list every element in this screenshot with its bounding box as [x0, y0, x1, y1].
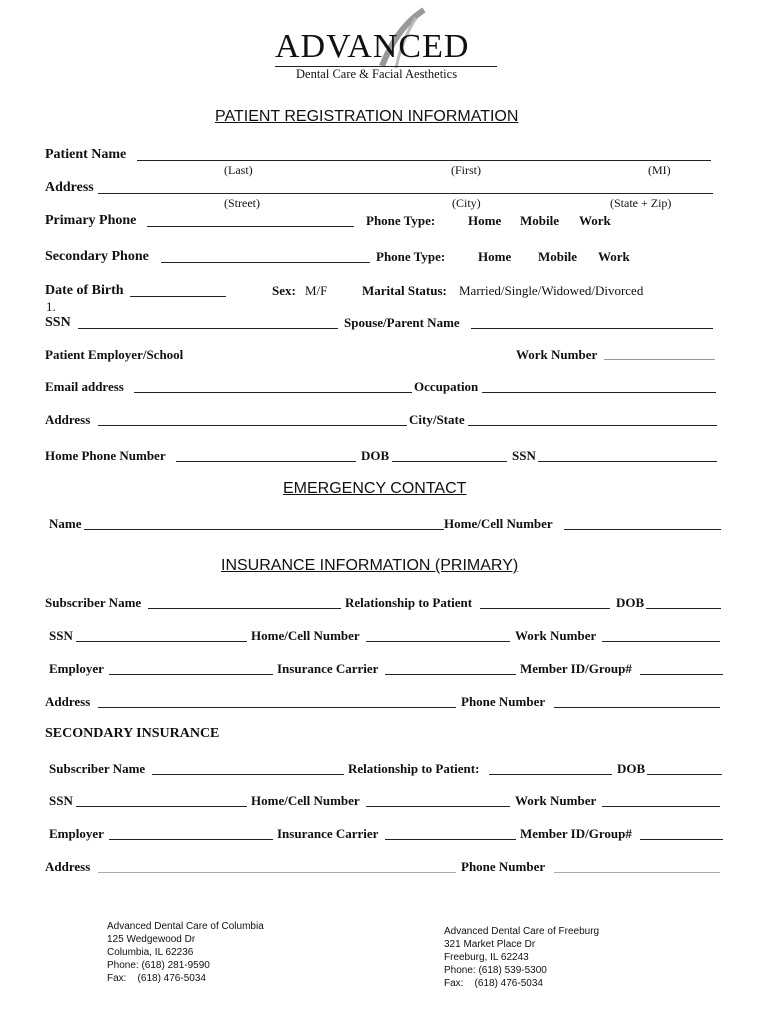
logo-tagline: Dental Care & Facial Aesthetics [296, 67, 458, 81]
ssn-label: SSN [45, 315, 71, 330]
phone-type-work[interactable]: Work [579, 213, 611, 228]
insurance-primary-heading: INSURANCE INFORMATION (PRIMARY) [221, 557, 519, 574]
secondary-work-number-label: Work Number [515, 793, 597, 808]
primary-member-label: Member ID/Group# [520, 661, 632, 676]
secondary-employer-field[interactable] [109, 839, 273, 840]
state-zip-caption: (State + Zip) [610, 196, 672, 210]
emergency-phone-field[interactable] [564, 529, 721, 530]
address-label: Address [45, 180, 94, 195]
phone-type-mobile-2[interactable]: Mobile [538, 249, 577, 264]
secondary-member-label: Member ID/Group# [520, 826, 632, 841]
phone-type-label-2: Phone Type: [376, 249, 446, 264]
home-phone-label: Home Phone Number [45, 448, 166, 463]
street-caption: (Street) [224, 196, 260, 210]
secondary-relationship-field[interactable] [489, 774, 612, 775]
primary-ssn-label: SSN [49, 628, 73, 643]
primary-carrier-label: Insurance Carrier [277, 661, 379, 676]
phone-type-mobile[interactable]: Mobile [520, 213, 559, 228]
dob-2-field[interactable] [392, 461, 507, 462]
address-2-label: Address [45, 412, 91, 427]
patient-name-field[interactable] [137, 160, 711, 161]
secondary-subscriber-field[interactable] [152, 774, 344, 775]
address-2-field[interactable] [98, 425, 407, 426]
dob-stray-mark: 1. [46, 299, 56, 314]
phone-type-work-2[interactable]: Work [598, 249, 630, 264]
secondary-ssn-label: SSN [49, 793, 73, 808]
city-caption: (City) [452, 196, 481, 210]
emergency-contact-heading: EMERGENCY CONTACT [283, 480, 467, 497]
spouse-parent-field[interactable] [471, 328, 713, 329]
secondary-subscriber-label: Subscriber Name [49, 761, 146, 776]
first-caption: (First) [451, 163, 481, 177]
secondary-phone-number-label: Phone Number [461, 859, 546, 874]
phone-type-home[interactable]: Home [468, 213, 502, 228]
primary-ssn-field[interactable] [76, 641, 247, 642]
secondary-member-field[interactable] [640, 839, 723, 840]
emergency-name-field[interactable] [84, 529, 444, 530]
city-state-label: City/State [409, 412, 465, 427]
form-title: PATIENT REGISTRATION INFORMATION [215, 108, 519, 125]
work-number-field[interactable] [604, 359, 715, 360]
email-label: Email address [45, 379, 124, 394]
secondary-dob-field[interactable] [647, 774, 722, 775]
occupation-field[interactable] [482, 392, 716, 393]
marital-status-options[interactable]: Married/Single/Widowed/Divorced [459, 283, 644, 298]
primary-subscriber-field[interactable] [148, 608, 341, 609]
primary-employer-label: Employer [49, 661, 104, 676]
secondary-address-field[interactable] [98, 872, 456, 873]
primary-employer-field[interactable] [109, 674, 273, 675]
ssn-2-label: SSN [512, 448, 536, 463]
patient-name-label: Patient Name [45, 147, 127, 162]
secondary-address-label: Address [45, 859, 91, 874]
primary-phone-label: Primary Phone [45, 213, 137, 228]
secondary-carrier-field[interactable] [385, 839, 516, 840]
primary-home-cell-label: Home/Cell Number [251, 628, 360, 643]
ssn-2-field[interactable] [538, 461, 717, 462]
ssn-field[interactable] [78, 328, 338, 329]
secondary-phone-number-field[interactable] [554, 872, 720, 873]
secondary-dob-label: DOB [617, 761, 646, 776]
primary-phone-number-label: Phone Number [461, 694, 546, 709]
primary-home-cell-field[interactable] [366, 641, 510, 642]
primary-phone-field[interactable] [147, 226, 354, 227]
primary-relationship-label: Relationship to Patient [345, 595, 473, 610]
patient-employer-label: Patient Employer/School [45, 347, 184, 362]
dob-label: Date of Birth [45, 283, 124, 298]
secondary-carrier-label: Insurance Carrier [277, 826, 379, 841]
secondary-home-cell-label: Home/Cell Number [251, 793, 360, 808]
office-freeburg: Advanced Dental Care of Freeburg 321 Market Place Dr Freeburg, IL 62243 Phone: (618) 539-5300 Fax: (618) 476-5034 [444, 926, 600, 989]
secondary-home-cell-field[interactable] [366, 806, 510, 807]
primary-work-number-label: Work Number [515, 628, 597, 643]
phone-type-label: Phone Type: [366, 213, 436, 228]
sex-options[interactable]: M/F [305, 283, 328, 298]
dob-field[interactable] [130, 296, 226, 297]
mi-caption: (MI) [648, 163, 671, 177]
secondary-phone-label: Secondary Phone [45, 249, 149, 264]
secondary-insurance-heading: SECONDARY INSURANCE [45, 726, 220, 741]
secondary-work-number-field[interactable] [602, 806, 720, 807]
primary-carrier-field[interactable] [385, 674, 516, 675]
primary-dob-label: DOB [616, 595, 645, 610]
work-number-label: Work Number [516, 347, 598, 362]
primary-member-field[interactable] [640, 674, 723, 675]
primary-address-label: Address [45, 694, 91, 709]
occupation-label: Occupation [414, 379, 479, 394]
dob-2-label: DOB [361, 448, 390, 463]
primary-phone-number-field[interactable] [554, 707, 720, 708]
home-phone-field[interactable] [176, 461, 356, 462]
last-caption: (Last) [224, 163, 253, 177]
sex-label: Sex: [272, 283, 296, 298]
primary-work-number-field[interactable] [602, 641, 720, 642]
phone-type-home-2[interactable]: Home [478, 249, 512, 264]
primary-dob-field[interactable] [646, 608, 721, 609]
primary-subscriber-label: Subscriber Name [45, 595, 142, 610]
primary-relationship-field[interactable] [480, 608, 610, 609]
email-field[interactable] [134, 392, 412, 393]
secondary-relationship-label: Relationship to Patient: [348, 761, 480, 776]
spouse-parent-label: Spouse/Parent Name [344, 315, 460, 330]
primary-address-field[interactable] [98, 707, 456, 708]
secondary-ssn-field[interactable] [76, 806, 247, 807]
secondary-phone-field[interactable] [161, 262, 370, 263]
address-field[interactable] [98, 193, 713, 194]
office-columbia: Advanced Dental Care of Columbia 125 Wedgewood Dr Columbia, IL 62236 Phone: (618) 281-9590 Fax: (618) 476-5034 [107, 921, 264, 984]
logo-wordmark: ADVANCED [275, 28, 470, 65]
marital-status-label: Marital Status: [362, 283, 447, 298]
emergency-phone-label: Home/Cell Number [444, 516, 553, 531]
secondary-employer-label: Employer [49, 826, 104, 841]
city-state-field[interactable] [468, 425, 717, 426]
emergency-name-label: Name [49, 516, 82, 531]
